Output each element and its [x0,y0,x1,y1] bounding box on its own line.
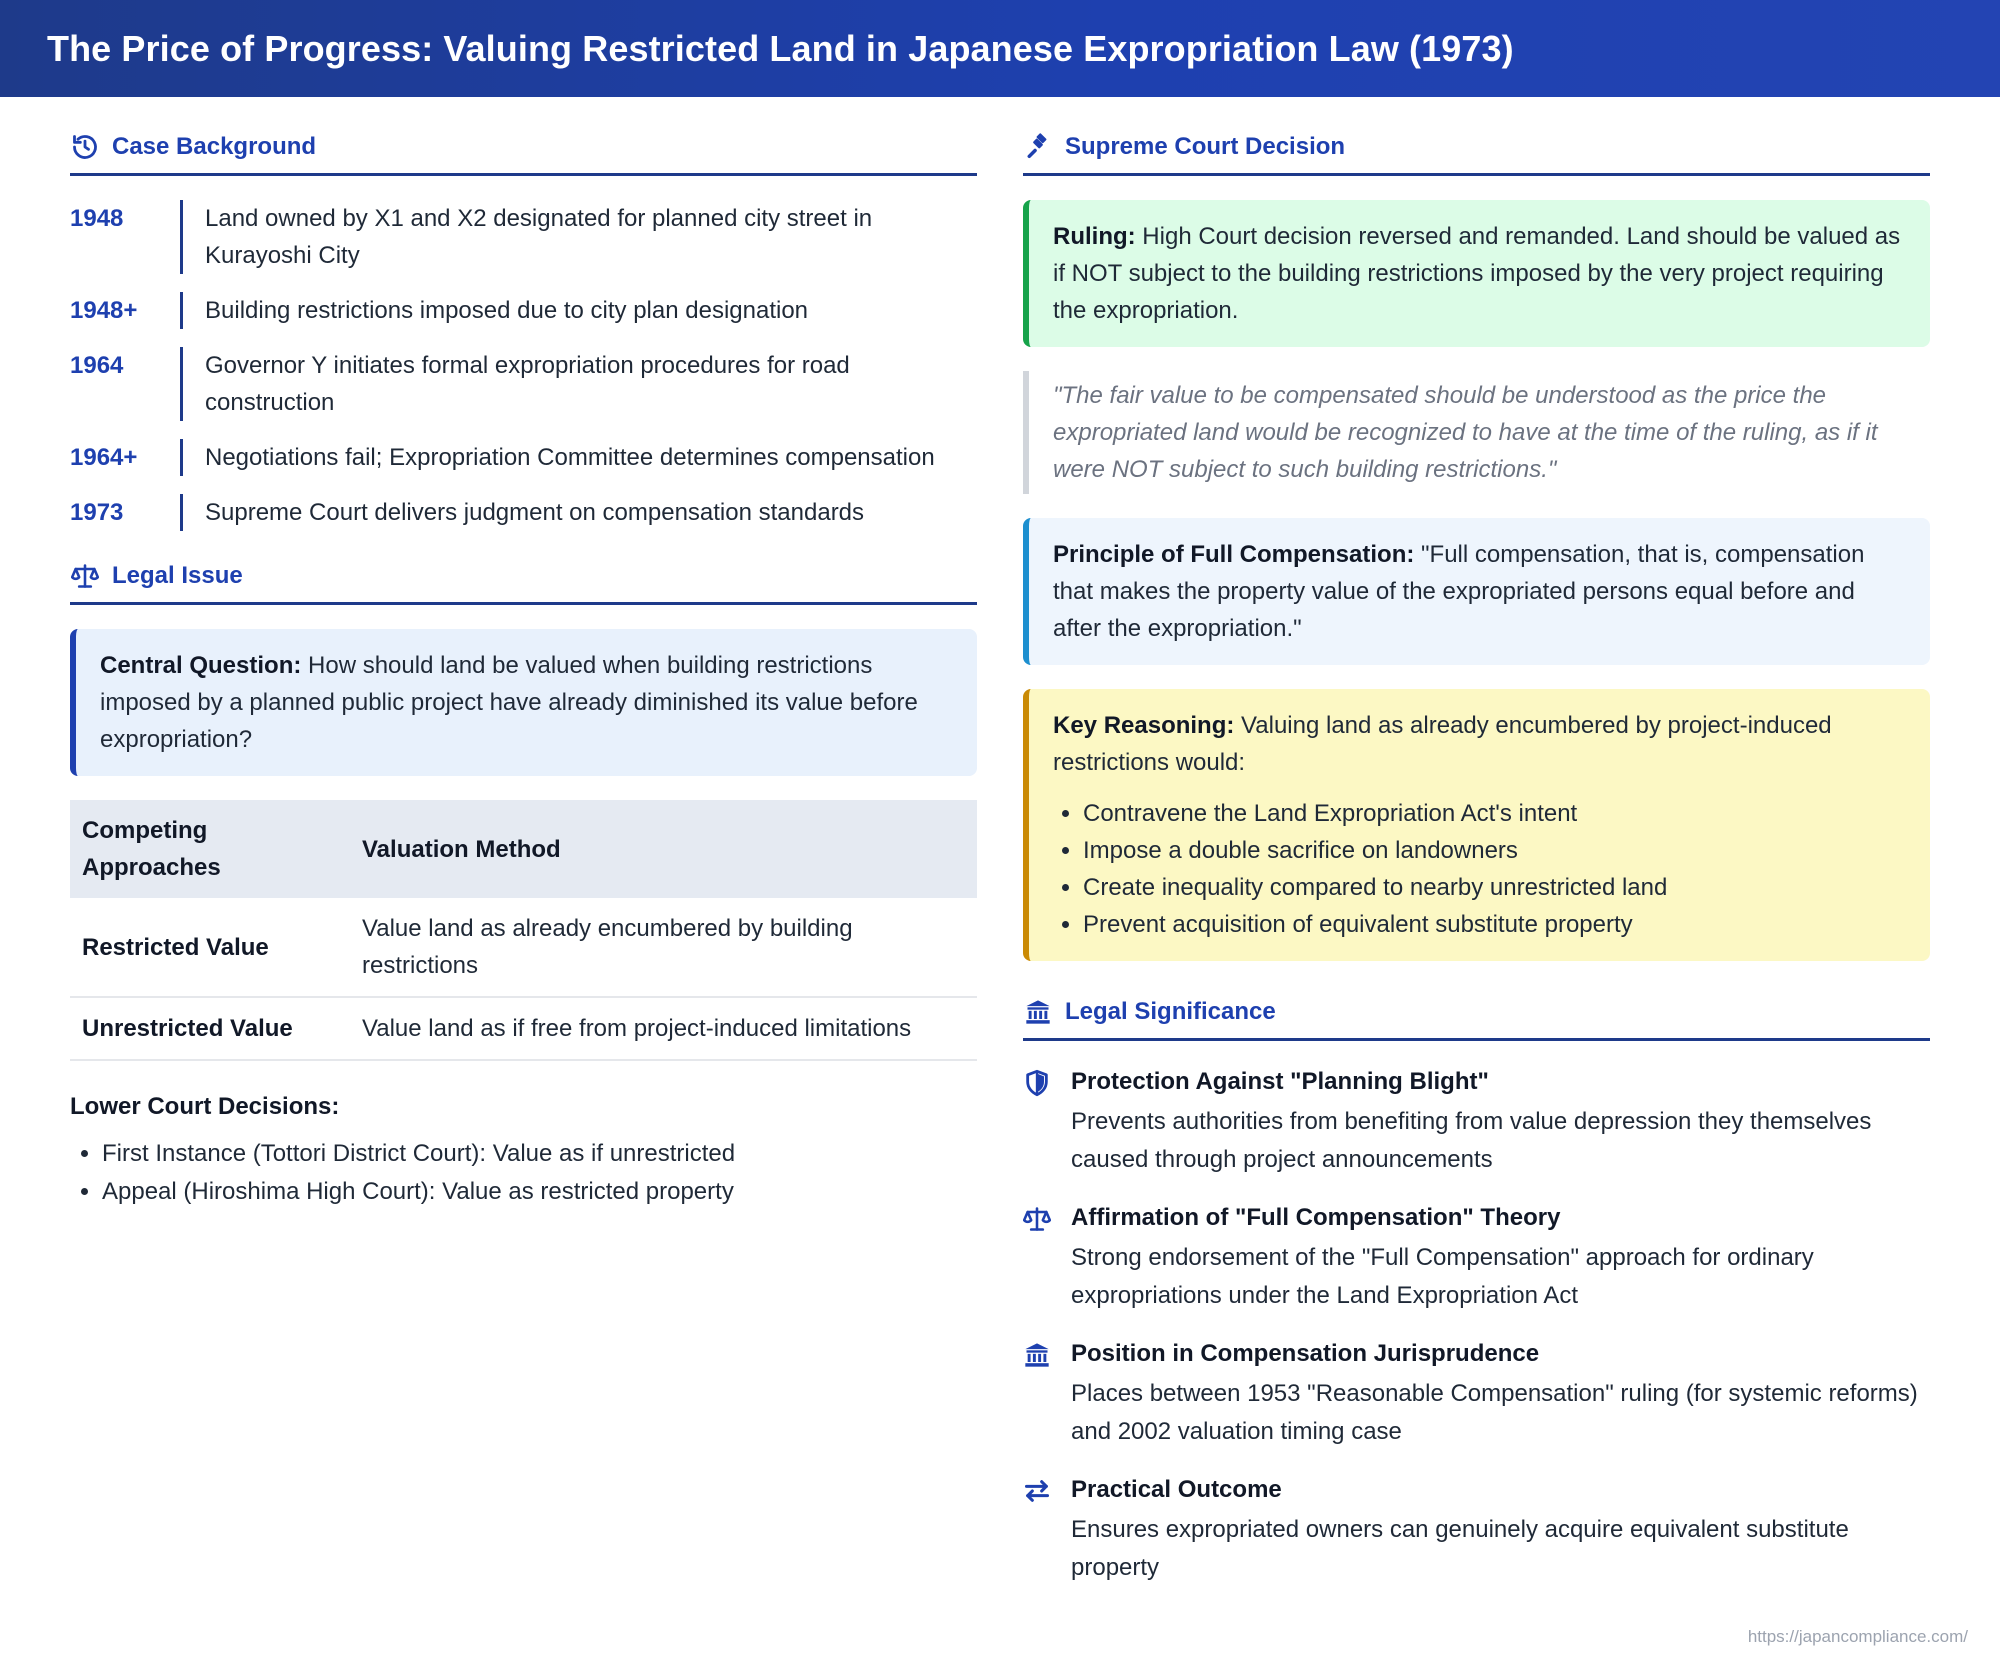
history-icon [70,132,100,162]
significance-desc: Ensures expropriated owners can genuinely acquire equivalent substitute property [1071,1516,1849,1581]
significance-desc: Strong endorsement of the "Full Compensation" approach for ordinary expropriations under the Land Expropriation Act [1071,1244,1814,1309]
significance-title: Protection Against "Planning Blight" [1071,1068,1489,1095]
supreme-court-heading [1023,120,1930,176]
list-item: • First Instance (Tottori District Court): Value as if unrestricted [102,1135,977,1173]
timeline-item [70,494,977,531]
table-header: Competing Approaches [70,800,350,898]
ruling-box [1023,200,1930,347]
right-column [1023,120,1930,1609]
timeline-item [70,200,977,274]
court-quote: "The fair value to be compensated should be understood as the price the expropriated land would be recognized to have at the time of the ruling, as if it were NOT subject to such building restrictions." [1023,371,1930,494]
page-header [0,0,2000,97]
timeline-text: Land owned by X1 and X2 designated for planned city street in Kurayoshi City [180,200,977,274]
principle-box [1023,518,1930,665]
timeline-year: 1964 [70,352,124,379]
legal-significance-heading [1023,985,1930,1041]
significance-desc: Places between 1953 "Reasonable Compensation" ruling (for systemic reforms) and 2002 valuation timing case [1071,1380,1918,1445]
significance-item [1023,1337,1930,1451]
principle-label: Principle of Full Compensation: [1053,541,1415,568]
significance-item [1023,1473,1930,1587]
significance-desc: Prevents authorities from benefiting from value depression they themselves caused through project announcements [1071,1108,1872,1173]
lower-court-decisions [70,1093,977,1211]
ruling-label: Ruling: [1053,223,1136,250]
timeline-year: 1973 [70,499,124,526]
source-url: https://japancompliance.com/ [1747,1627,1968,1646]
table-cell: Restricted Value [70,898,350,997]
timeline-text: Supreme Court delivers judgment on compensation standards [180,494,977,531]
significance-item [1023,1065,1930,1179]
reasoning-text: Valuing land as already encumbered by project-induced restrictions would: [1053,712,1832,776]
list-item: • Contravene the Land Expropriation Act's intent [1083,795,1906,832]
significance-item [1023,1201,1930,1315]
exchange-icon [1023,1473,1071,1510]
significance-title: Affirmation of "Full Compensation" Theory [1071,1204,1561,1231]
significance-title: Practical Outcome [1071,1476,1282,1503]
shield-icon [1023,1065,1071,1102]
case-background-heading [70,120,977,176]
list-item: • Appeal (Hiroshima High Court): Value as restricted property [102,1173,977,1211]
timeline-text: Governor Y initiates formal expropriation procedures for road construction [180,347,977,421]
list-item: • Create inequality compared to nearby unrestricted land [1083,869,1906,906]
principle-text: "Full compensation, that is, compensation that makes the property value of the expropriated persons equal before and after the expropriation." [1053,541,1865,642]
gavel-icon [1023,132,1053,162]
lower-court-heading: Lower Court Decisions: [70,1093,340,1120]
lower-court-list [70,1135,977,1211]
table-cell: Value land as already encumbered by building restrictions [350,898,977,997]
reasoning-box [1023,689,1930,961]
section-title: Legal Issue [112,561,243,589]
section-title: Legal Significance [1065,997,1276,1025]
scale-icon [1023,1201,1071,1238]
timeline-text: Building restrictions imposed due to city plan designation [180,292,977,329]
central-question-label: Central Question: [100,652,302,679]
table-header: Valuation Method [350,800,977,898]
significance-title: Position in Compensation Jurisprudence [1071,1340,1540,1367]
timeline-item [70,439,977,476]
reasoning-label: Key Reasoning: [1053,712,1235,739]
central-question-text: How should land be valued when building restrictions imposed by a planned public project have already diminished its value before expropriation? [100,652,918,753]
timeline-text: Negotiations fail; Expropriation Committee determines compensation [180,439,977,476]
timeline [70,200,977,531]
reasoning-list [1053,795,1906,943]
timeline-item [70,347,977,421]
timeline-year: 1964+ [70,444,138,471]
scale-icon [70,561,100,591]
timeline-item [70,292,977,329]
ruling-text: High Court decision reversed and remanded. Land should be valued as if NOT subject to the building restrictions imposed by the very project requiring the expropriation. [1053,223,1901,324]
approaches-table [70,800,977,1061]
central-question-box [70,629,977,776]
legal-issue-heading [70,549,977,605]
table-header-row [70,800,977,898]
table-cell: Unrestricted Value [70,997,350,1060]
table-row [70,997,977,1060]
list-item: • Prevent acquisition of equivalent substitute property [1083,906,1906,943]
table-cell: Value land as if free from project-induced limitations [350,997,977,1060]
landmark-icon [1023,1337,1071,1374]
table-row [70,898,977,997]
section-title: Case Background [112,132,317,160]
section-title: Supreme Court Decision [1065,132,1346,160]
list-item: • Impose a double sacrifice on landowners [1083,832,1906,869]
left-column [70,120,977,1211]
timeline-year: 1948 [70,205,124,232]
landmark-icon [1023,997,1053,1027]
page-title: The Price of Progress: Valuing Restricted Land in Japanese Expropriation Law (1973) [47,27,1514,69]
timeline-year: 1948+ [70,297,138,324]
